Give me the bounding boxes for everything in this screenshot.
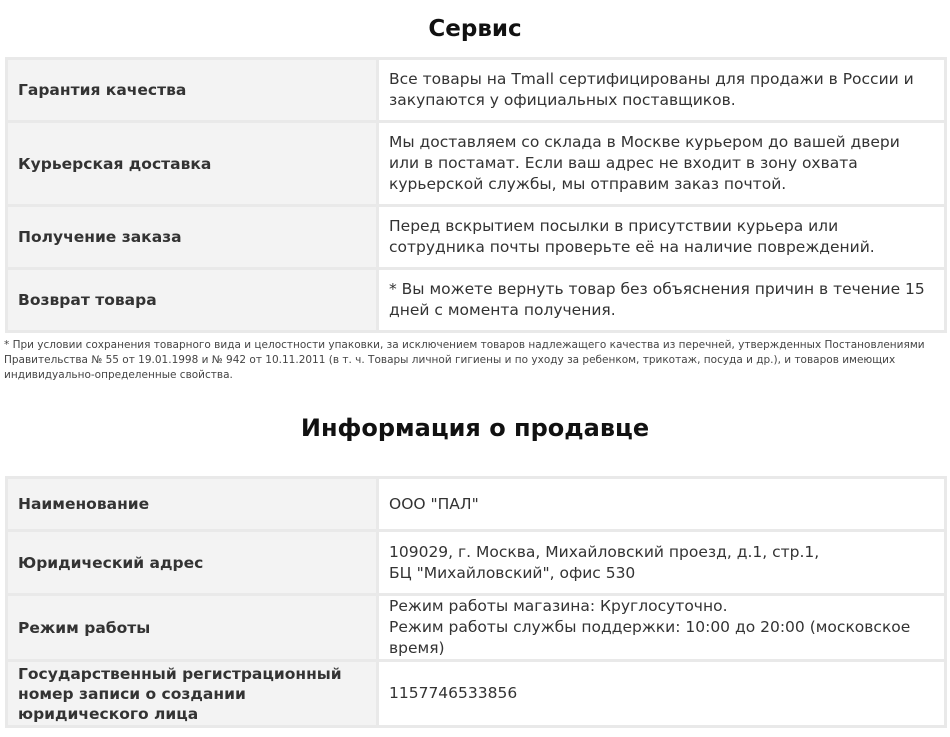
seller-title: Информация о продавце bbox=[300, 414, 650, 442]
table-row bbox=[8, 123, 944, 204]
value-line: ООО "ПАЛ" bbox=[389, 494, 479, 513]
value-line: 109029, г. Москва, Михайловский проезд, д.1, стр.1, bbox=[389, 542, 820, 561]
row-value bbox=[379, 662, 944, 725]
row-value bbox=[379, 479, 944, 529]
table-row bbox=[8, 532, 944, 593]
row-label: Режим работы bbox=[8, 596, 376, 659]
table-row bbox=[8, 662, 944, 725]
row-label: Наименование bbox=[8, 479, 376, 529]
table-row bbox=[8, 479, 944, 529]
row-value: Перед вскрытием посылки в присутствии курьера или сотрудника почты проверьте её на наличие повреждений. bbox=[379, 207, 944, 267]
row-label: Курьерская доставка bbox=[8, 123, 376, 204]
table-row bbox=[8, 60, 944, 120]
row-label: Юридический адрес bbox=[8, 532, 376, 593]
footnote: * При условии сохранения товарного вида и целостности упаковки, за исключением товаров надлежащего качества из перечней, утвержденных Постановлениями Правительства № 55 от 19.01.1998 и № 942 от 10.11.2011 (в т. ч. Товары личной гигиены и по уходу за ребенком, трикотаж, посуда и др.), и товаров имеющих индивидуально-определенные свойства. bbox=[4, 339, 925, 381]
row-label: Возврат товара bbox=[8, 270, 376, 330]
table-row bbox=[8, 207, 944, 267]
value-line: Режим работы магазина: Круглосуточно. bbox=[389, 597, 728, 615]
row-value: * Вы можете вернуть товар без объяснения причин в течение 15 дней с момента получения. bbox=[379, 270, 944, 330]
row-value bbox=[379, 596, 944, 659]
value-line: 1157746533856 bbox=[389, 684, 518, 702]
table-row bbox=[8, 596, 944, 659]
row-value: Все товары на Tmall сертифицированы для продажи в России и закупаются у официальных поставщиков. bbox=[379, 60, 944, 120]
seller-table bbox=[5, 476, 947, 728]
value-line: БЦ "Михайловский", офис 530 bbox=[389, 563, 636, 582]
value-line: Режим работы службы поддержки: 10:00 до 20:00 (московское время) bbox=[389, 618, 911, 657]
row-label: Государственный регистрационный номер записи о создании юридического лица bbox=[8, 662, 376, 725]
service-title: Сервис bbox=[428, 16, 522, 42]
table-row bbox=[8, 270, 944, 330]
row-value: Мы доставляем со склада в Москве курьером до вашей двери или в постамат. Если ваш адрес не входит в зону охвата курьерской службы, мы отправим заказ почтой. bbox=[379, 123, 944, 204]
service-table bbox=[5, 57, 947, 333]
row-label: Получение заказа bbox=[8, 207, 376, 267]
row-value bbox=[379, 532, 944, 593]
row-label: Гарантия качества bbox=[8, 60, 376, 120]
